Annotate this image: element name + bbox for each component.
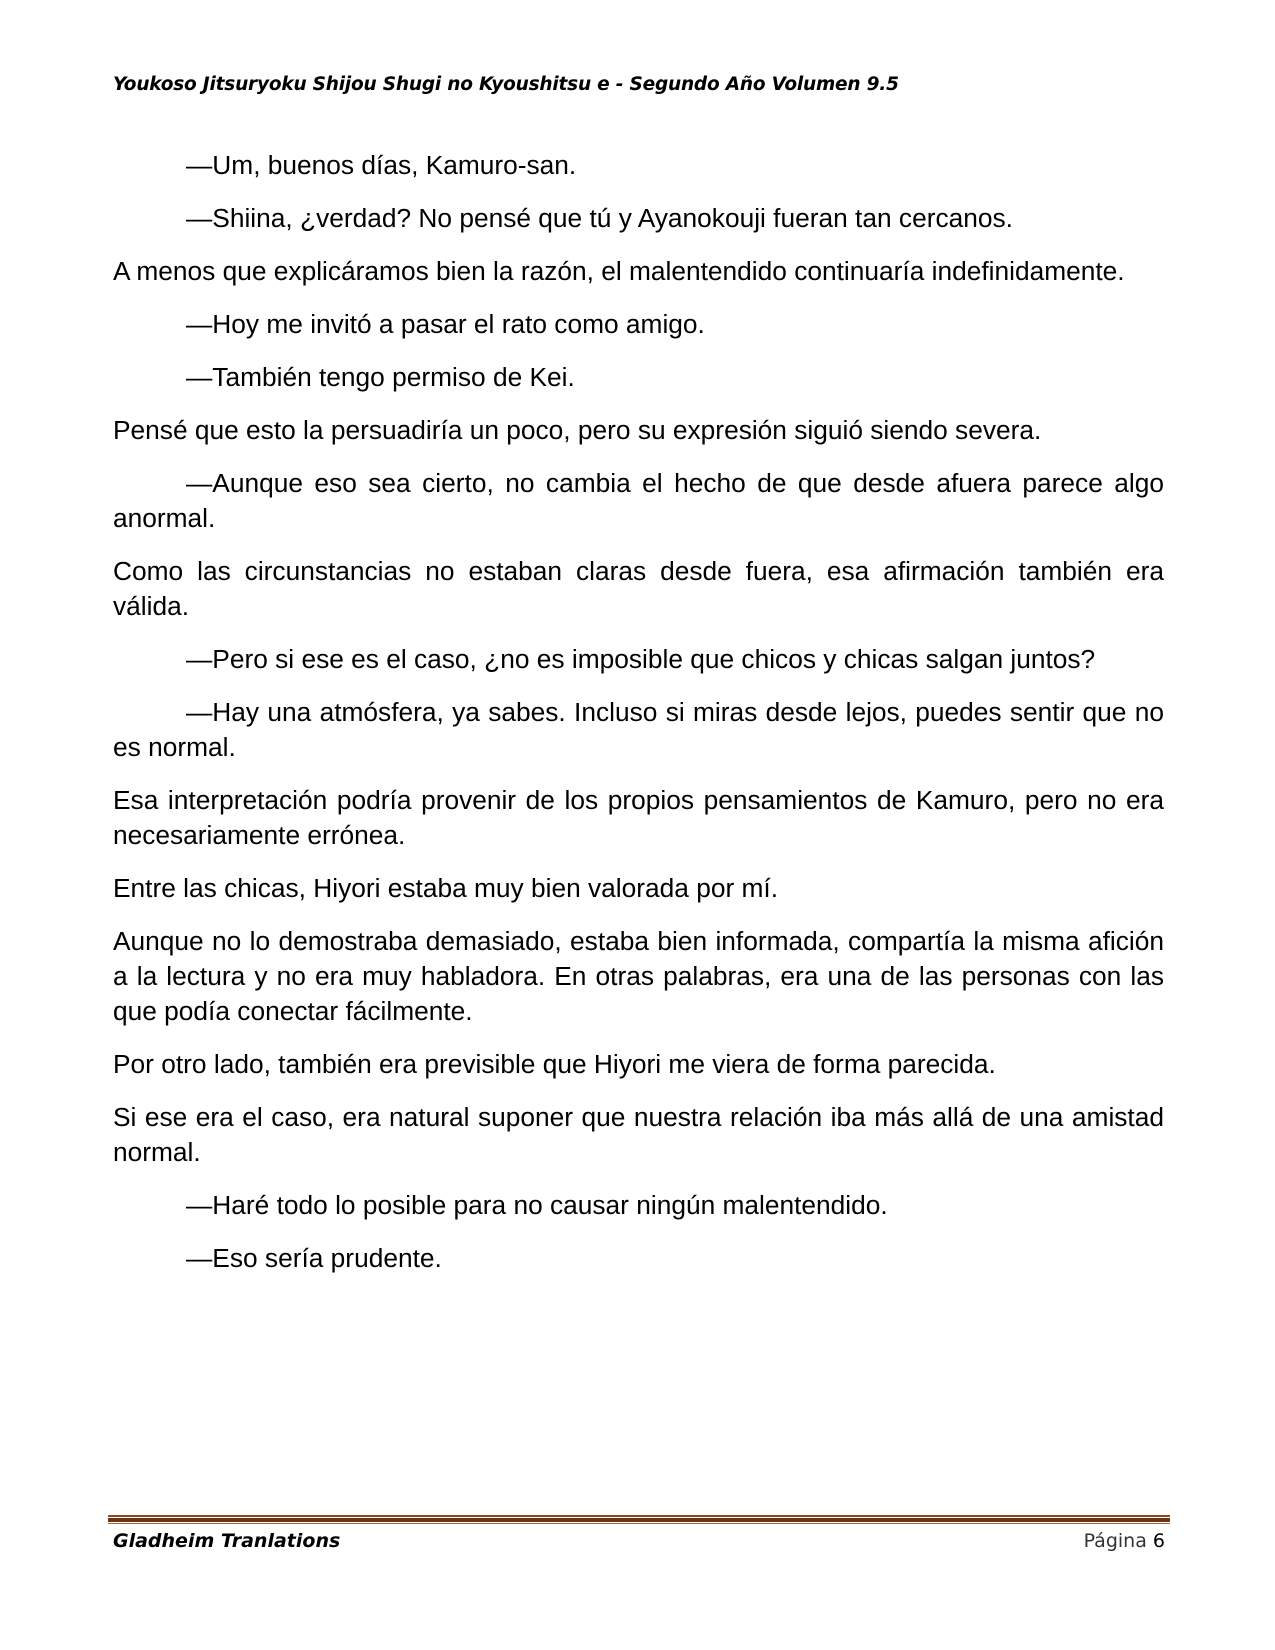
paragraph-narration: Entre las chicas, Hiyori estaba muy bien valorada por mí. xyxy=(113,873,779,903)
paragraph-dialogue: —Pero si ese es el caso, ¿no es imposible que chicos y chicas salgan juntos? xyxy=(186,644,1096,674)
paragraph-dialogue: —Eso sería prudente. xyxy=(186,1243,442,1273)
paragraph-dialogue: —Shiina, ¿verdad? No pensé que tú y Ayanokouji fueran tan cercanos. xyxy=(186,203,1013,233)
footer-divider-bottom xyxy=(108,1523,1170,1524)
paragraph-narration: Como las circunstancias no estaban claras desde fuera, esa afirmación también era válida. xyxy=(113,556,1164,621)
page-body xyxy=(113,148,1164,1294)
running-header-title: Youkoso Jitsuryoku Shijou Shugi no Kyoushitsu e - Segundo Año Volumen 9.5 xyxy=(113,74,899,95)
paragraph-dialogue: —Hoy me invitó a pasar el rato como amigo. xyxy=(186,309,705,339)
paragraph-narration: Si ese era el caso, era natural suponer que nuestra relación iba más allá de una amistad normal. xyxy=(113,1102,1164,1167)
footer-divider-main xyxy=(108,1518,1170,1522)
paragraph-dialogue: —También tengo permiso de Kei. xyxy=(186,362,575,392)
footer-credit: Gladheim Tranlations xyxy=(113,1530,341,1552)
page-label: Página xyxy=(1083,1530,1147,1552)
paragraph-dialogue: —Um, buenos días, Kamuro-san. xyxy=(186,150,577,180)
paragraph-narration: Aunque no lo demostraba demasiado, estaba bien informada, compartía la misma afición a la lectura y no era muy habladora. En otras palabras, era una de las personas con las que podía conectar fácilmente. xyxy=(113,926,1164,1026)
paragraph-narration: A menos que explicáramos bien la razón, el malentendido continuaría indefinidamente. xyxy=(113,256,1125,286)
paragraph-dialogue: —Aunque eso sea cierto, no cambia el hecho de que desde afuera parece algo anormal. xyxy=(113,468,1164,533)
paragraph-dialogue: —Hay una atmósfera, ya sabes. Incluso si miras desde lejos, puedes sentir que no es normal. xyxy=(113,697,1164,762)
page-indicator xyxy=(1084,1530,1165,1552)
paragraph-narration: Por otro lado, también era previsible que Hiyori me viera de forma parecida. xyxy=(113,1049,996,1079)
footer-divider-top xyxy=(108,1515,1170,1517)
paragraph-narration: Pensé que esto la persuadiría un poco, pero su expresión siguió siendo severa. xyxy=(113,415,1042,445)
paragraph-narration: Esa interpretación podría provenir de los propios pensamientos de Kamuro, pero no era necesariamente errónea. xyxy=(113,785,1164,850)
paragraph-dialogue: —Haré todo lo posible para no causar ningún malentendido. xyxy=(186,1190,888,1220)
page-number: 6 xyxy=(1152,1530,1165,1552)
